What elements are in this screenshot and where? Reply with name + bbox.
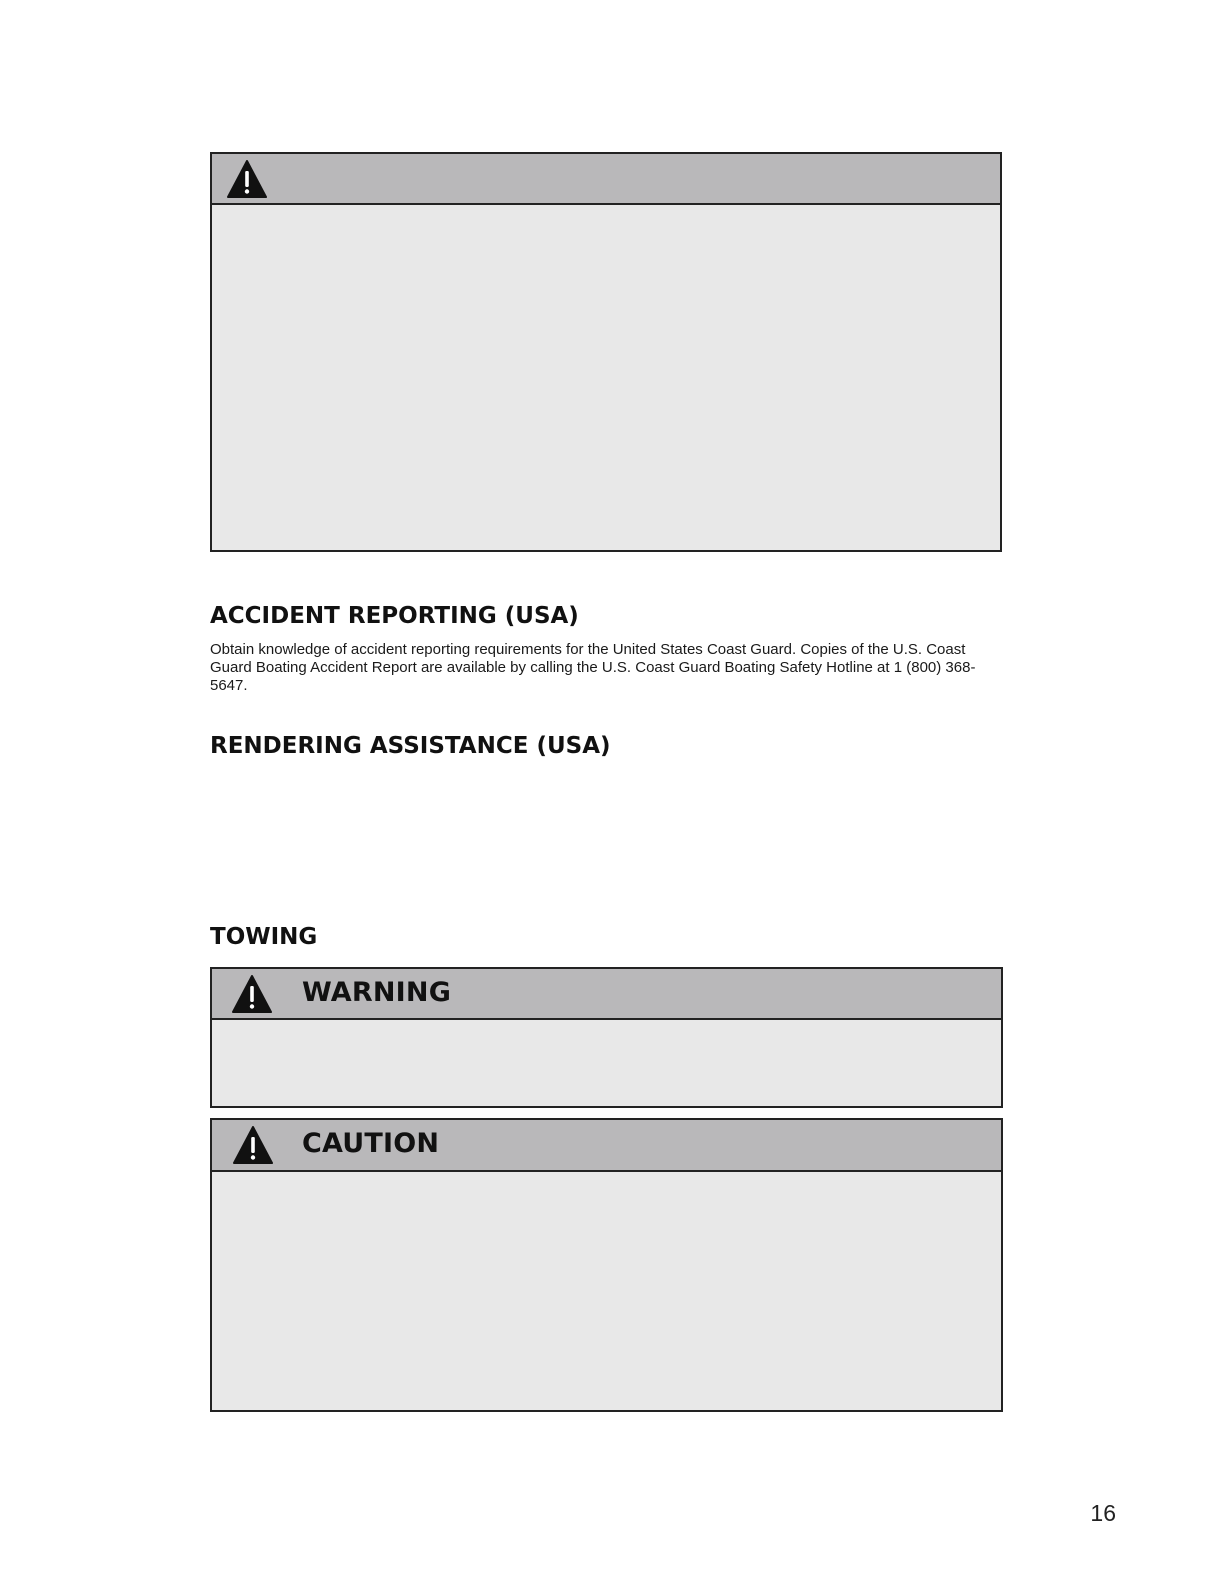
warning-box-header bbox=[212, 969, 1001, 1020]
caution-box bbox=[210, 1118, 1003, 1412]
caution-box-header bbox=[212, 1120, 1001, 1172]
towing-heading: TOWING bbox=[210, 924, 318, 950]
page-number: 16 bbox=[1090, 1500, 1116, 1526]
notice-box-header bbox=[212, 154, 1000, 205]
warning-triangle-icon bbox=[232, 1125, 274, 1165]
rendering-assistance-heading: RENDERING ASSISTANCE (USA) bbox=[210, 733, 611, 759]
warning-box bbox=[210, 967, 1003, 1108]
warning-triangle-icon bbox=[226, 159, 268, 199]
caution-title: CAUTION bbox=[302, 1128, 440, 1159]
warning-triangle-icon bbox=[231, 974, 273, 1014]
accident-reporting-heading: ACCIDENT REPORTING (USA) bbox=[210, 603, 579, 629]
accident-reporting-text: Obtain knowledge of accident reporting requirements for the United States Coast Guard. Copies of the U.S. Coast Guard Boating Accident Report are available by calling the U.S. Coast Guard Boating Safety Hotline at 1 (800) 368-5647. bbox=[210, 641, 976, 694]
warning-title: WARNING bbox=[302, 977, 452, 1008]
notice-box bbox=[210, 152, 1002, 552]
